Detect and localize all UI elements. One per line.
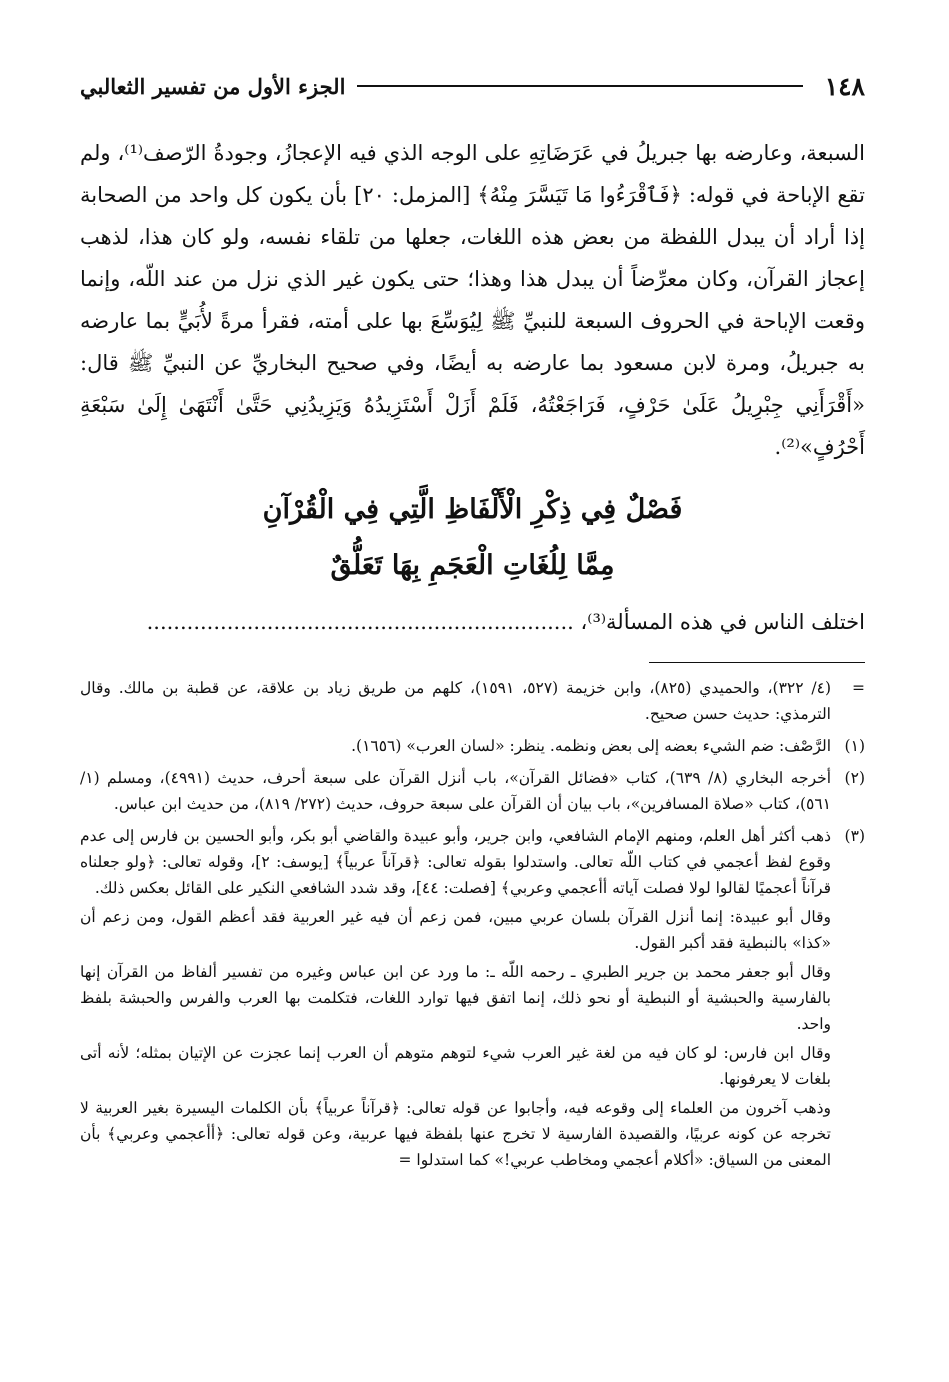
footnote-3: [80, 823, 865, 1176]
running-header: [80, 68, 865, 104]
footnote-separator: [649, 662, 865, 663]
footnote-2: [80, 765, 865, 820]
footnotes: [80, 675, 865, 1176]
section-lead: اختلف الناس في هذه المسألة⁽³⁾، ................................................................: [146, 610, 865, 634]
footnote-text: وذهب آخرون من العلماء إلى وقوعه فيه، وأجابوا عن قوله تعالى: ﴿قرآناً عربياً﴾ بأن الكلمات اليسيرة بغير العربية لا تخرجه عن كونه عربيًا، والقصيدة الفارسية لا تخرج عنها بلفظة فيها عربية، وعن قوله تعالى: ﴿أأعجمي وعربي﴾ بأن المعنى من السياق: «أكلام أعجمي ومخاطب عربي!» كما استدلوا =: [80, 1099, 831, 1169]
page-number: ١٤٨: [824, 71, 865, 101]
footnote-marker: (٣): [844, 827, 865, 845]
footnote-marker: (٢): [844, 769, 865, 787]
footnote-text: الرَّصْف: ضم الشيء بعضه إلى بعض ونظمه. ينظر: «لسان العرب» (١٦٥٦).: [351, 737, 831, 755]
running-title: الجزء الأول من تفسير الثعالبي: [80, 73, 346, 99]
main-paragraph: السبعة، وعارضه بها جبريلُ في عَرَضَاتِهِ على الوجه الذي فيه الإعجازُ، وجودةُ الرّصف⁽¹⁾، ولم تقع الإباحة في قوله: ﴿فَٱقْرَءُوا مَا تَيَسَّرَ مِنْهُ﴾ [المزمل: ٢٠] بأن يكون كل واحد من الصحابة إذا أراد أن يبدل اللفظة من بعض هذه اللغات، جعلها من تلقاء نفسه، ولو كان هذا، لذهب إعجاز القرآن، وكان معرِّضاً أن يبدل هذا وهذا؛ حتى يكون غير الذي نزل من عند اللّه، وإنما وقعت الإباحة في الحروف السبعة للنبيِّ ﷺ لِيُوَسِّعَ بها على أمته، فقرأ مرةً لأُبَيٍّ بما عارضه به جبريلُ، ومرة لابن مسعود بما عارضه به أيضًا، وفي صحيح البخاريِّ عن النبيِّ ﷺ قال: «أَقْرَأَنِي جِبْرِيلُ عَلَىٰ حَرْفٍ، فَرَاجَعْتُهُ، فَلَمْ أَزَلْ أَسْتَزِيدُهُ وَيَزِيدُنِي حَتَّىٰ أَنْتَهَىٰ إِلَىٰ سَبْعَةِ أَحْرُفٍ»⁽²⁾.: [80, 141, 865, 459]
footnote-marker: =: [852, 679, 865, 697]
footnote-1: [80, 733, 865, 762]
footnote-text: وقال أبو جعفر محمد بن جرير الطبري ـ رحمه اللّه ـ: ما ورد عن ابن عباس وغيره من تفسير ألفاظ من القرآن إنها بالفارسية والحبشية أو النبطية أو نحو ذلك، إنما اتفق فيها توارد اللغات، فتكلمت بها العرب والفرس والحبشة بلفظ واحد.: [80, 963, 831, 1033]
section-title-line-1: فَصْلٌ فِي ذِكْرِ الْأَلْفَاظِ الَّتِي فِي الْقُرْآنِ: [262, 494, 683, 525]
footnote-text: وقال أبو عبيدة: إنما أنزل القرآن بلسان عربي مبين، فمن زعم أن فيه غير العربية فقد أعظم القول، ومن زعم أن «كذا» بالنبطية فقد أكبر القول.: [80, 908, 831, 952]
footnote-text: أخرجه البخاري (٨/ ٦٣٩)، كتاب «فضائل القرآن»، باب أنزل القرآن على سبعة أحرف، حديث (٤٩٩١)، ومسلم (١/ ٥٦١)، كتاب «صلاة المسافرين»، باب بيان أن القرآن على سبعة حروف، حديث (٢٧٢/ ٨١٩)، من حديث ابن عباس.: [80, 769, 832, 813]
footnote-text: (٤/ ٣٢٢)، والحميدي (٨٢٥)، وابن خزيمة (٥٢٧، ١٥٩١)، كلهم من طريق زياد بن علاقة، عن قطبة بن مالك. وقال الترمذي: حديث حسن صحيح.: [80, 679, 831, 723]
footnote-text: وقال ابن فارس: لو كان فيه من لغة غير العرب شيء لتوهم متوهم أن العرب إنما عجزت عن الإتيان بمثله؛ لأنه أتى بلغات لا يعرفونها.: [80, 1044, 831, 1088]
section-heading: [80, 482, 865, 594]
header-rule: [357, 85, 802, 87]
footnote-continued: [80, 675, 865, 730]
footnote-text: ذهب أكثر أهل العلم، ومنهم الإمام الشافعي، وابن جرير، وأبو عبيدة والقاضي أبو بكر، وأبو الحسين بن فارس إلى عدم وقوع لفظ أعجمي في كتاب اللّه تعالى. واستدلوا بقوله تعالى: ﴿قرآناً عربياً﴾ [يوسف: ٢]، وقوله تعالى: ﴿ولو جعلناه قرآناً أعجميًا لقالوا لولا فصلت آياته أأعجمي وعربي﴾ [فصلت: ٤٤]، وقد شدد الشافعي النكير على القائل بعكس ذلك.: [80, 827, 831, 897]
section-title-line-2: مِمَّا لِلُغَاتِ الْعَجَمِ بِهَا تَعَلُّقٌ: [330, 550, 615, 581]
footnote-marker: (١): [844, 737, 865, 755]
